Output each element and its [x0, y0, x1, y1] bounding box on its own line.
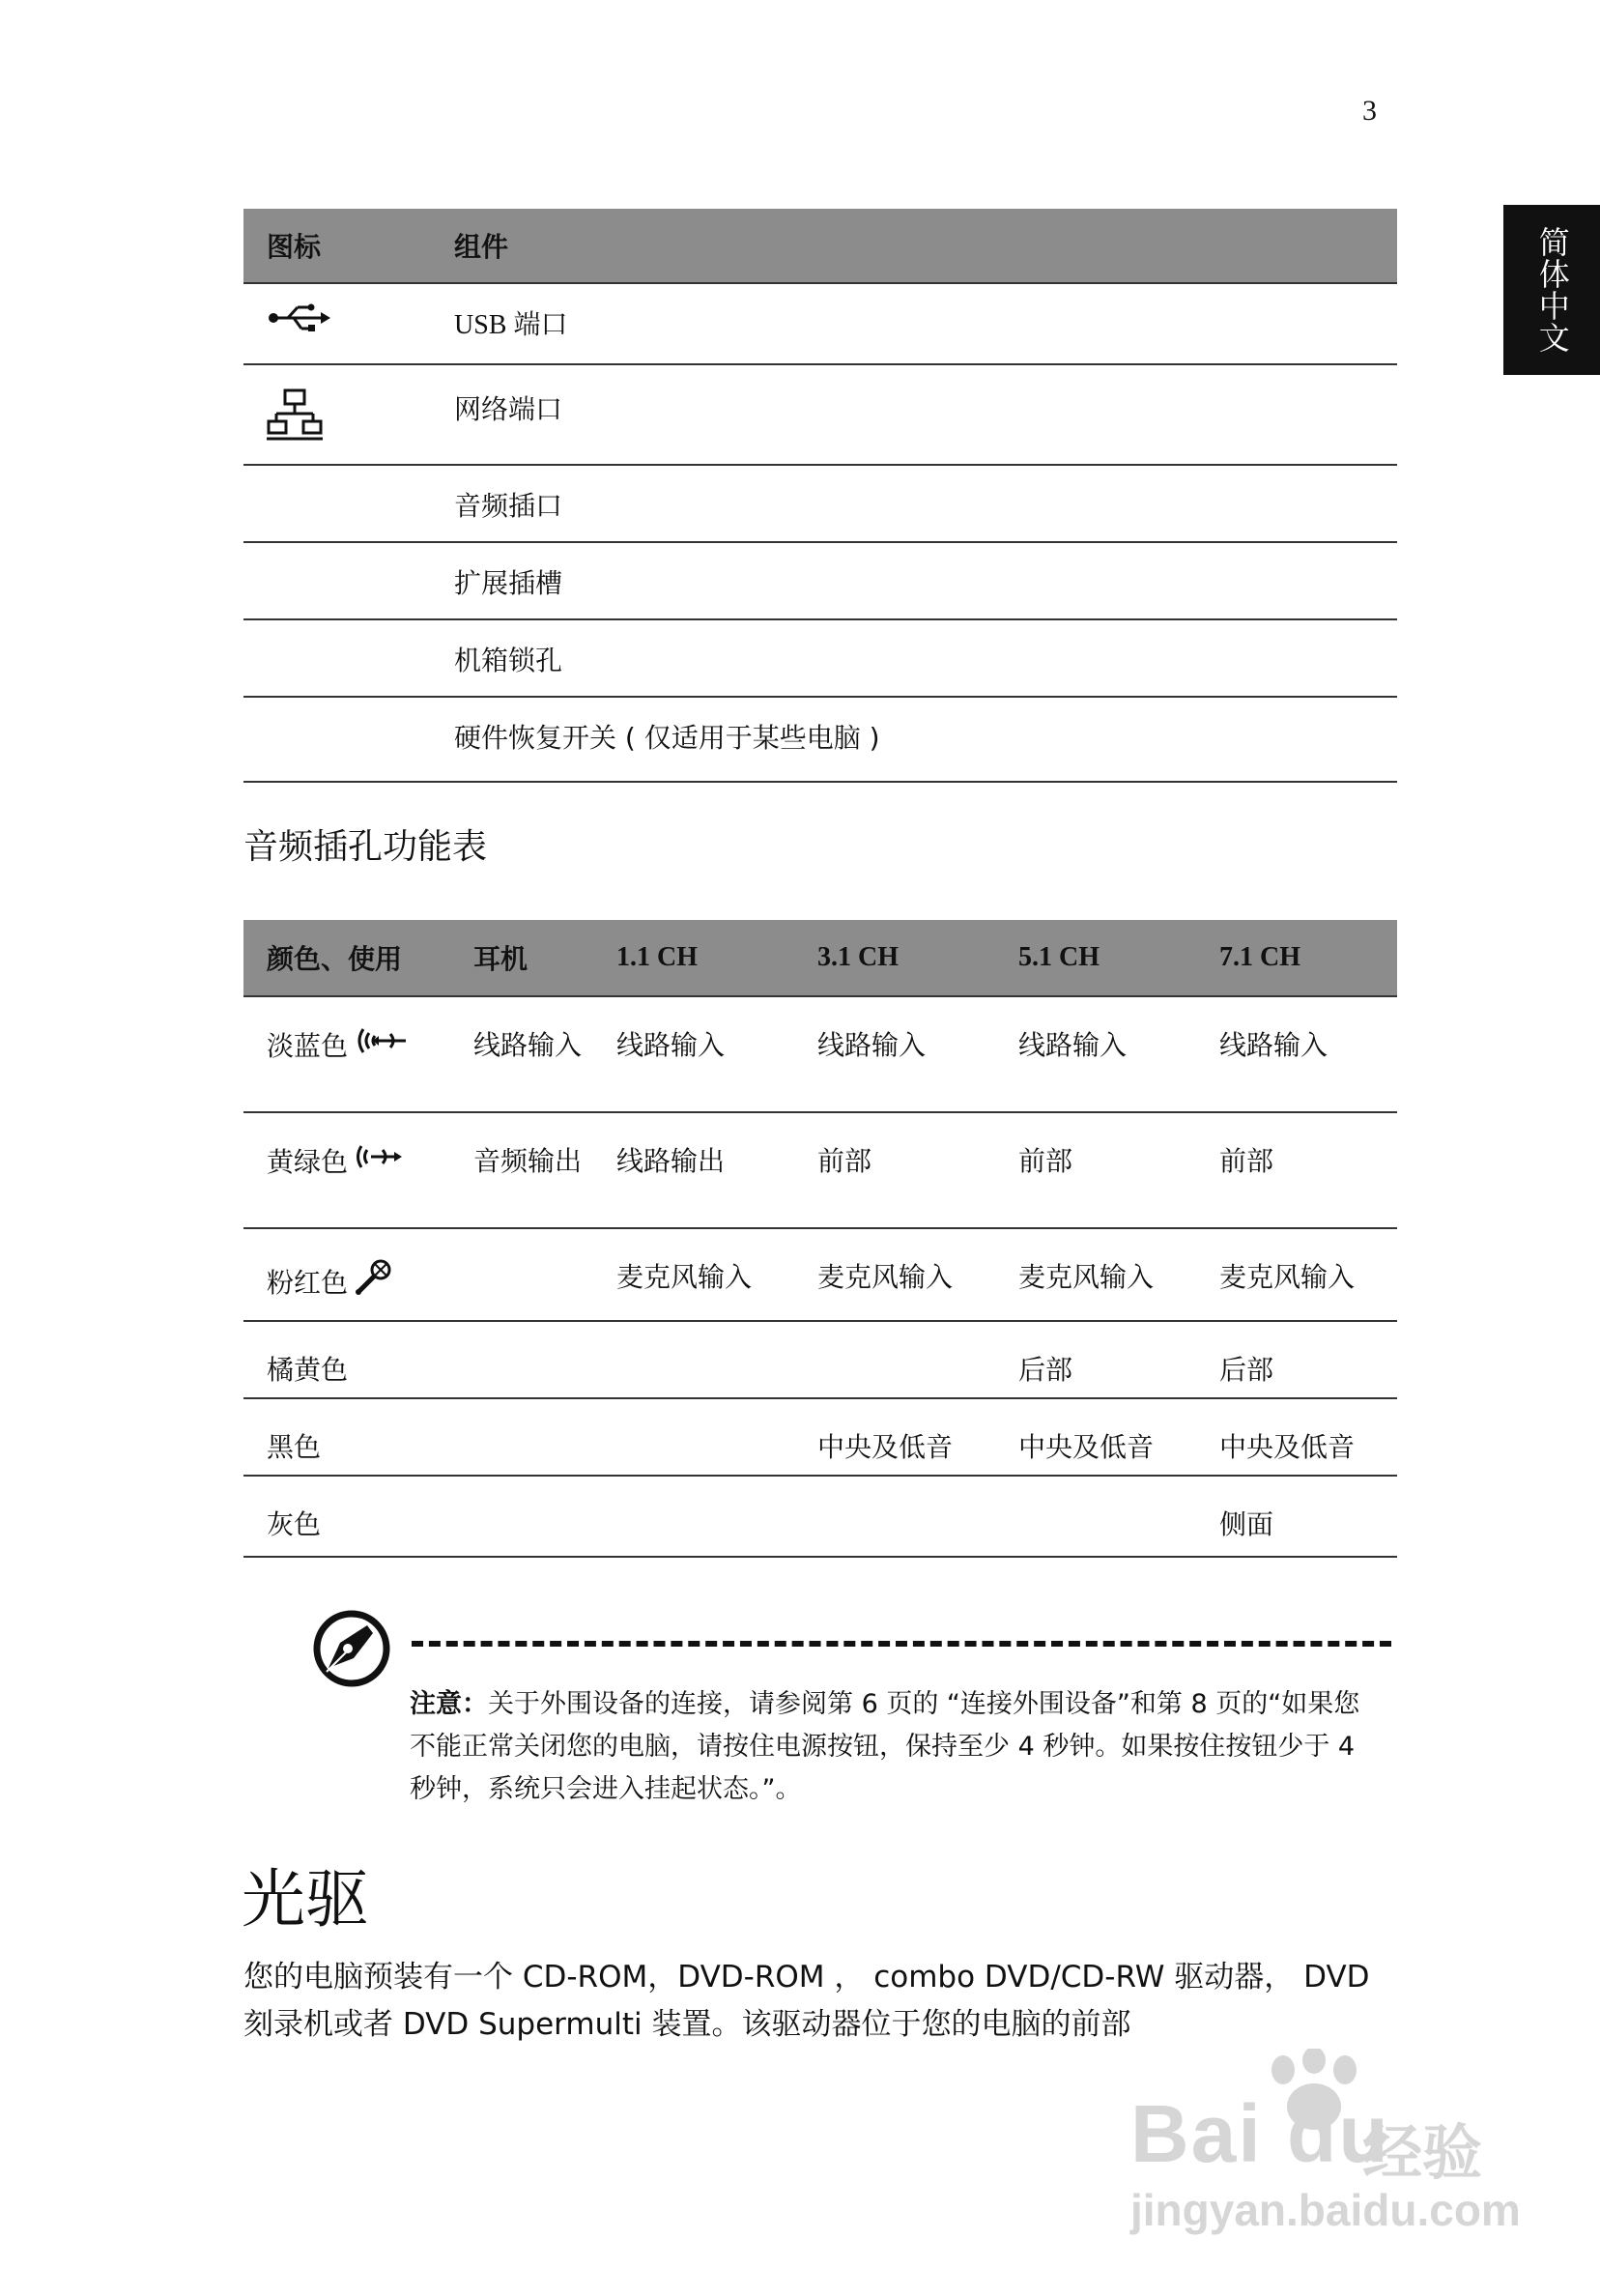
watermark-brand: Bai du — [1130, 2088, 1390, 2179]
table-row — [243, 619, 1397, 697]
component-label: 硬件恢复开关 ( 仅适用于某些电脑 ) — [454, 722, 880, 754]
component-label: 网络端口 — [454, 393, 563, 425]
cell-5-1ch — [995, 1476, 1196, 1557]
cell-1-1ch: 麦克风输入 — [593, 1228, 794, 1321]
cell-headphone: 音频输出 — [450, 1112, 593, 1228]
cell-5-1ch: 线路输入 — [995, 996, 1196, 1112]
header-component: 组件 — [431, 209, 1397, 283]
body-paragraph: 您的电脑预装有一个 CD-ROM，DVD-ROM ， combo DVD/CD-RW 驱动器， DVD 刻录机或者 DVD Supermulti 装置。该驱动器位于您的电脑的前部 — [243, 1960, 1370, 2042]
page-number: 3 — [1362, 95, 1377, 127]
color-label: 淡蓝色 — [267, 1029, 349, 1062]
table-row — [243, 697, 1397, 782]
table-row — [243, 364, 1397, 465]
cell-headphone — [450, 1228, 593, 1321]
cell-headphone: 线路输入 — [450, 996, 593, 1112]
cell-7-1ch: 前部 — [1196, 1112, 1397, 1228]
network-icon — [267, 417, 323, 449]
color-label: 黄绿色 — [267, 1145, 349, 1178]
line-out-icon — [354, 1142, 404, 1181]
usb-icon — [267, 307, 330, 339]
cell-3-1ch — [794, 1476, 995, 1557]
note-body: 关于外围设备的连接，请参阅第 6 页的 “连接外围设备”和第 8 页的“如果您不能正常关闭您的电脑，请按住电源按钮，保持至少 4 秒钟。如果按住按钮少于 4 秒钟，系统只会进入挂起状态。”。 — [410, 1689, 1360, 1804]
header-5-1ch: 5.1 CH — [995, 920, 1196, 996]
header-color: 颜色、使用 — [243, 920, 450, 996]
note-divider — [412, 1641, 1391, 1647]
table-header-row — [243, 920, 1397, 996]
cell-headphone — [450, 1321, 593, 1398]
watermark-url: jingyan.baidu.com — [1130, 2185, 1521, 2235]
cell-5-1ch: 麦克风输入 — [995, 1228, 1196, 1321]
note-pen-icon — [311, 1608, 392, 1689]
color-label: 灰色 — [243, 1476, 450, 1557]
header-icon: 图标 — [243, 209, 431, 283]
table-row — [243, 1476, 1397, 1557]
cell-7-1ch: 中央及低音 — [1196, 1398, 1397, 1476]
cell-1-1ch — [593, 1398, 794, 1476]
header-headphone: 耳机 — [450, 920, 593, 996]
header-3-1ch: 3.1 CH — [794, 920, 995, 996]
line-in-icon — [354, 1026, 408, 1065]
cell-1-1ch — [593, 1321, 794, 1398]
color-label: 粉红色 — [267, 1266, 349, 1299]
header-7-1ch: 7.1 CH — [1196, 920, 1397, 996]
cell-1-1ch: 线路输入 — [593, 996, 794, 1112]
component-label: 机箱锁孔 — [454, 645, 563, 676]
cell-5-1ch: 中央及低音 — [995, 1398, 1196, 1476]
table-row — [243, 465, 1397, 542]
component-table — [243, 209, 1397, 783]
audio-jack-table — [243, 920, 1397, 1558]
language-tab — [1503, 205, 1600, 375]
color-label: 黑色 — [243, 1398, 450, 1476]
section-heading: 光驱 — [242, 1862, 369, 1937]
cell-1-1ch: 线路输出 — [593, 1112, 794, 1228]
language-tab-label: 简体中文 — [1533, 226, 1571, 354]
cell-7-1ch: 麦克风输入 — [1196, 1228, 1397, 1321]
cell-5-1ch: 前部 — [995, 1112, 1196, 1228]
color-label: 橘黄色 — [243, 1321, 450, 1398]
cell-7-1ch: 侧面 — [1196, 1476, 1397, 1557]
component-label: USB 端口 — [454, 310, 568, 340]
cell-7-1ch: 后部 — [1196, 1321, 1397, 1398]
section-title: 音频插孔功能表 — [243, 827, 488, 867]
table-row — [243, 1398, 1397, 1476]
header-1-1ch: 1.1 CH — [593, 920, 794, 996]
watermark-jingyan: 经验 — [1362, 2120, 1483, 2187]
cell-7-1ch: 线路输入 — [1196, 996, 1397, 1112]
cell-3-1ch: 中央及低音 — [794, 1398, 995, 1476]
cell-5-1ch: 后部 — [995, 1321, 1196, 1398]
cell-3-1ch: 前部 — [794, 1112, 995, 1228]
microphone-icon — [354, 1258, 392, 1306]
cell-1-1ch — [593, 1476, 794, 1557]
table-row — [243, 542, 1397, 619]
cell-3-1ch — [794, 1321, 995, 1398]
component-label: 扩展插槽 — [454, 567, 563, 599]
table-row — [243, 1112, 1397, 1228]
cell-headphone — [450, 1398, 593, 1476]
cell-3-1ch: 线路输入 — [794, 996, 995, 1112]
component-label: 音频插口 — [454, 490, 563, 522]
table-row — [243, 1228, 1397, 1321]
note-text — [410, 1683, 1386, 1811]
baidu-watermark — [1121, 2049, 1521, 2261]
table-row — [243, 996, 1397, 1112]
table-row — [243, 1321, 1397, 1398]
note-label: 注意： — [410, 1689, 488, 1719]
table-row — [243, 283, 1397, 364]
cell-headphone — [450, 1476, 593, 1557]
table-header-row — [243, 209, 1397, 283]
cell-3-1ch: 麦克风输入 — [794, 1228, 995, 1321]
